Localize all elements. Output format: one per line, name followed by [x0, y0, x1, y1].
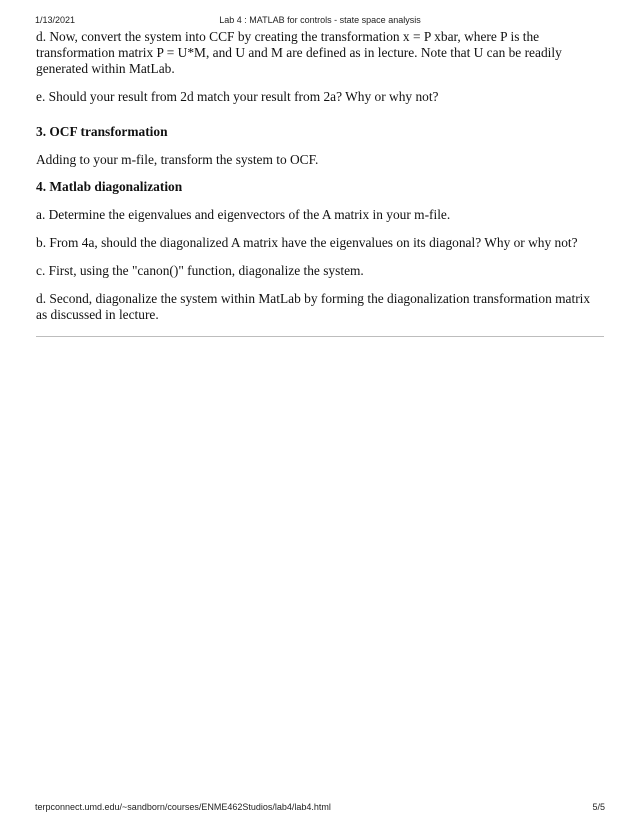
print-header — [35, 15, 605, 27]
print-date: 1/13/2021 — [35, 15, 76, 25]
paragraph-4c: c. First, using the "canon()" function, diagonalize the system. — [36, 263, 364, 278]
paragraph-4d: d. Second, diagonalize the system within MatLab by forming the diagonalization transformation matrix as discussed in lecture. — [36, 291, 591, 322]
heading-matlab-diagonalization: 4. Matlab diagonalization — [36, 179, 183, 194]
paragraph-2e: e. Should your result from 2d match your result from 2a? Why or why not? — [36, 89, 439, 104]
print-page-title: Lab 4 : MATLAB for controls - state space analysis — [219, 15, 421, 25]
page-number: 5/5 — [592, 802, 605, 812]
page-url: terpconnect.umd.edu/~sandborn/courses/ENME462Studios/lab4/lab4.html — [35, 802, 331, 812]
paragraph-2d: d. Now, convert the system into CCF by creating the transformation x = P xbar, where P is the transformation matrix P = U*M, and U and M are defined as in lecture. Note that U can be readily generated within MatLab. — [36, 29, 562, 76]
paragraph-ocf: Adding to your m-file, transform the system to OCF. — [36, 152, 319, 167]
horizontal-rule — [36, 336, 604, 337]
heading-ocf-transformation: 3. OCF transformation — [36, 124, 168, 139]
paragraph-4a: a. Determine the eigenvalues and eigenvectors of the A matrix in your m-file. — [36, 207, 451, 222]
paragraph-4b: b. From 4a, should the diagonalized A matrix have the eigenvalues on its diagonal? Why or why not? — [36, 235, 578, 250]
document-content — [36, 29, 592, 323]
print-footer — [35, 802, 605, 814]
